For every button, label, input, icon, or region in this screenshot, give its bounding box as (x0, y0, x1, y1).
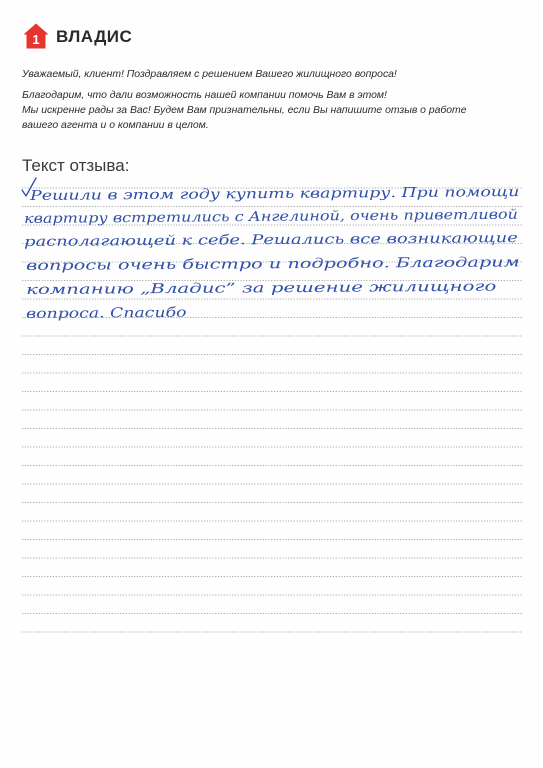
greeting-text: Уважаемый, клиент! Поздравляем с решением Вашего жилищного вопроса! (22, 69, 397, 80)
thanks-line: Благодарим, что дали возможность нашей компании помочь Вам в этом! (22, 90, 387, 101)
handwritten-line: Решили в этом году купить квартиру. При помощи (29, 184, 520, 204)
handwritten-line: вопроса. Спасибо (25, 304, 187, 322)
house-logo-icon (22, 22, 50, 50)
handwritten-line: компанию „Владис” за решение жилищного (25, 278, 497, 298)
brand-name: ВЛАДИС (56, 26, 133, 46)
thanks-line: вашего агента и о компании в целом. (22, 120, 209, 131)
thanks-line: Мы искренне рады за Вас! Будем Вам признательны, если Вы напишите отзыв о работе (22, 105, 467, 116)
thanks-paragraph (22, 88, 522, 133)
handwritten-line: квартиру встретились с Ангелиной, очень приветливой (23, 206, 519, 227)
review-heading: Текст отзыва: (22, 156, 130, 175)
company-logo (22, 21, 132, 51)
handwritten-line: вопросы очень быстро и подробно. Благодарим (25, 254, 520, 274)
handwritten-line: располагающей к себе. Решались все возникающие (23, 230, 518, 250)
logo-digit: 1 (32, 32, 40, 47)
